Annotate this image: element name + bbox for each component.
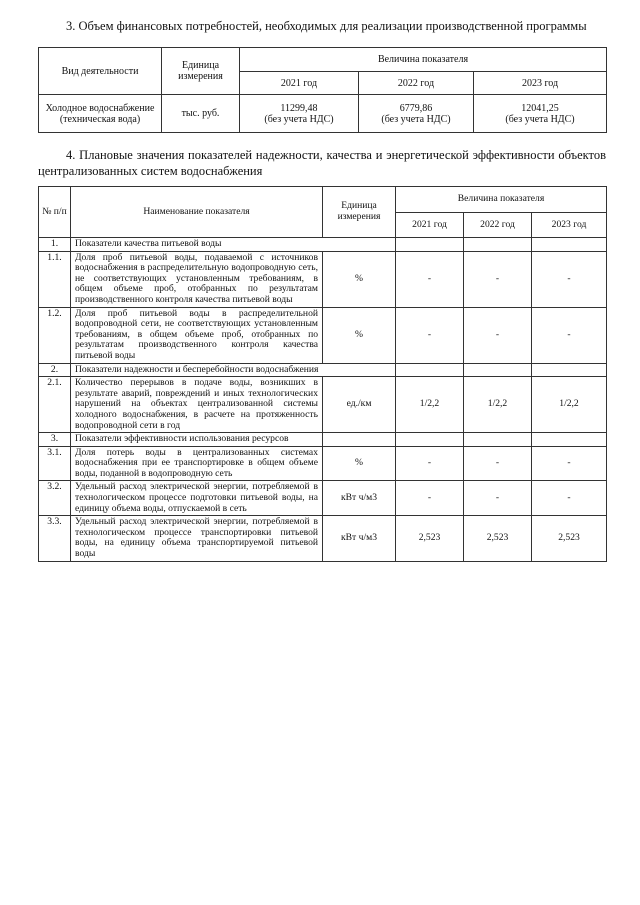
value-2023: 1/2,2 [532,377,607,433]
value-2021: - [396,307,464,363]
header-year: 2021 год [396,213,464,238]
row-num: 1.1. [39,251,71,307]
value-2022: - [464,251,532,307]
value-2022: - [464,446,532,481]
cell-activity: Холодное водоснабжение (техническая вода) [39,95,162,133]
cell-value [474,95,607,133]
row-num: 2. [39,363,71,377]
value-2023: - [532,307,607,363]
header-name: Наименование показателя [71,187,323,238]
value-2022: - [464,481,532,516]
header-value: Величина показателя [396,187,607,213]
cell-value [240,95,359,133]
indicator-name: Доля потерь воды в централизованных системах водоснабжения при ее транспортировке в общем объеме воды, поданной в водопроводную сеть [71,446,323,481]
value-2021: 2,523 [396,516,464,561]
header-year: 2023 год [474,72,607,95]
value-2021: 1/2,2 [396,377,464,433]
vat-note: (без учета НДС) [264,113,334,125]
value-2022: - [464,307,532,363]
vat-note: (без учета НДС) [381,113,451,125]
header-year: 2022 год [359,72,474,95]
row-num: 3. [39,433,71,447]
section-row [39,363,607,377]
table-row [39,481,607,516]
document-page [38,18,606,562]
indicator-name: Доля проб питьевой воды в распределительной водопроводной сети, не соответствующих установленным требованиям, в общем объеме проб, отобранных по результатам производственного контроля качества питьевой воды [71,307,323,363]
indicator-name: Удельный расход электрической энергии, потребляемой в технологическом процессе транспортировки питьевой воды, на единицу объема транспортируемой питьевой воды [71,516,323,561]
section-name: Показатели качества питьевой воды [71,238,396,252]
header-year: 2022 год [464,213,532,238]
row-num: 1. [39,238,71,252]
header-num: № п/п [39,187,71,238]
indicator-unit: % [323,251,396,307]
header-unit: Единица измерения [323,187,396,238]
section-name: Показатели эффективности использования ресурсов [71,433,323,447]
header-unit: Единица измерения [162,48,240,95]
cell-unit: тыс. руб. [162,95,240,133]
value-2021: - [396,251,464,307]
indicator-name: Количество перерывов в подаче воды, возникших в результате аварий, повреждений и иных технологических нарушений на объектах централизованной системы холодного водоснабжения, в расчете на протяженность водопроводной сети в год [71,377,323,433]
table-row [39,446,607,481]
value-2023: - [532,446,607,481]
section-row [39,433,607,447]
indicator-unit: кВт ч/м3 [323,481,396,516]
row-num: 1.2. [39,307,71,363]
indicator-unit: кВт ч/м3 [323,516,396,561]
table-row [39,307,607,363]
section-name: Показатели надежности и бесперебойности водоснабжения [71,363,396,377]
row-num: 3.1. [39,446,71,481]
vat-note: (без учета НДС) [505,113,575,125]
indicator-name: Удельный расход электрической энергии, потребляемой в технологическом процессе подготовки питьевой воды, на единицу объема воды, отпускаемой в сеть [71,481,323,516]
row-num: 3.3. [39,516,71,561]
indicators-table [38,186,607,562]
header-year: 2023 год [532,213,607,238]
value-2022: 2,523 [464,516,532,561]
row-num: 3.2. [39,481,71,516]
table-row [39,95,607,133]
financial-needs-table [38,47,607,133]
cell-value [359,95,474,133]
table-row [39,377,607,433]
row-num: 2.1. [39,377,71,433]
section-row [39,238,607,252]
value-2023: 2,523 [532,516,607,561]
indicator-unit: % [323,446,396,481]
indicator-unit: % [323,307,396,363]
table-row [39,516,607,561]
header-activity: Вид деятельности [39,48,162,95]
value-2023: - [532,251,607,307]
value-2021: - [396,481,464,516]
value-2021: - [396,446,464,481]
value-2023: - [532,481,607,516]
header-year: 2021 год [240,72,359,95]
value-2022: 1/2,2 [464,377,532,433]
amount: 12041,25 [521,102,559,114]
indicator-unit: ед./км [323,377,396,433]
amount: 6779,86 [399,102,433,114]
table-row [39,251,607,307]
amount: 11299,48 [280,102,318,114]
section3-title: 3. Объем финансовых потребностей, необходимых для реализации производственной программы [66,19,587,33]
header-value: Величина показателя [240,48,607,72]
indicator-name: Доля проб питьевой воды, подаваемой с источников водоснабжения в распределительную водопроводную сеть, не соответствующих установленным требованиям, в общем объеме проб, отобранных по результатам производственного контроля качества питьевой воды [71,251,323,307]
section4-title: 4. Плановые значения показателей надежности, качества и энергетической эффективности объектов централизованных систем водоснабжения [38,148,606,178]
